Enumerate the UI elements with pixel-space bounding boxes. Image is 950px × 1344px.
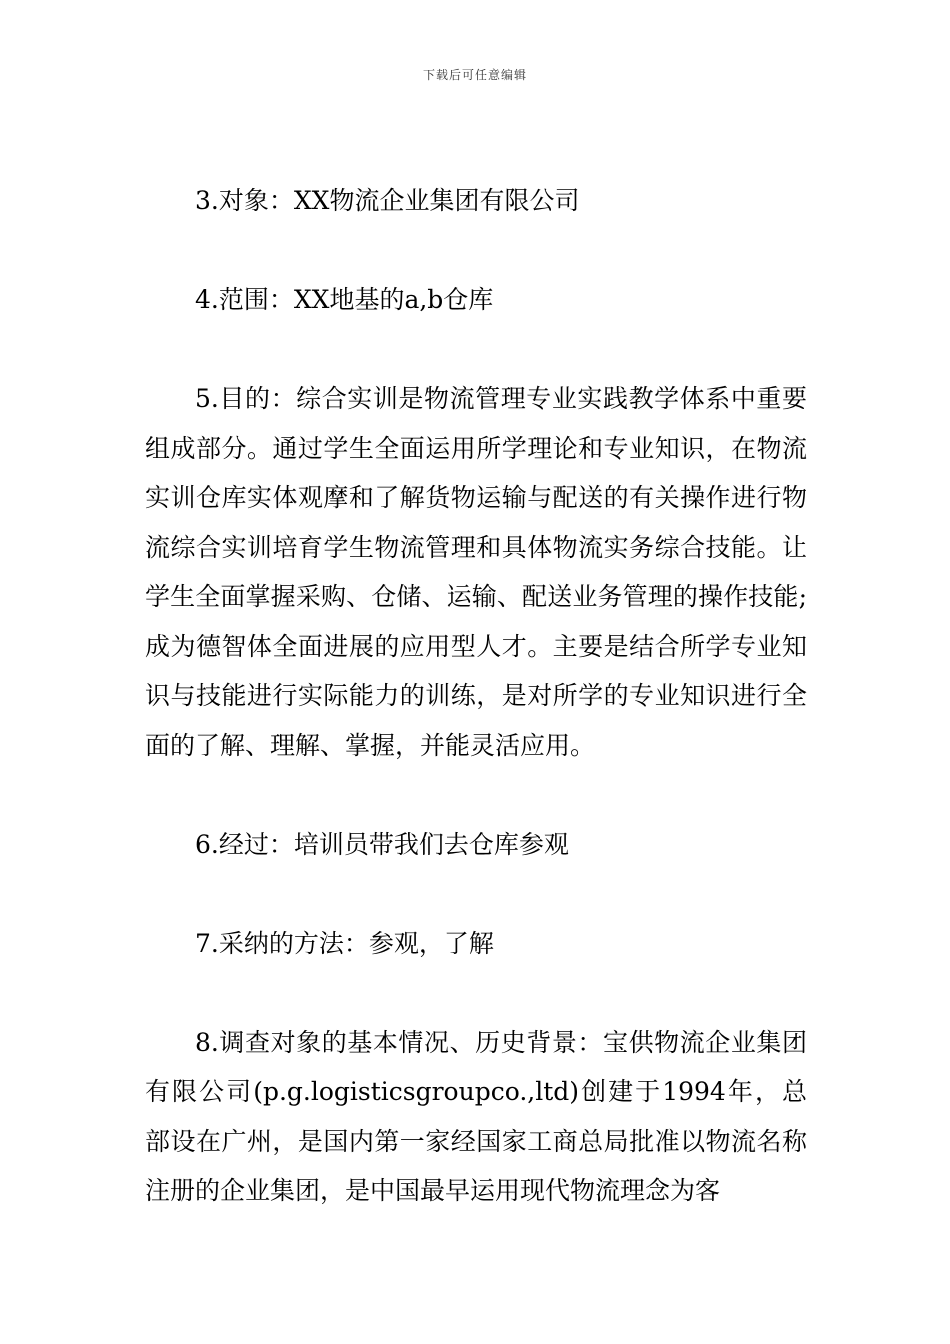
paragraph-scope: 4.范围：XX地基的a,b仓库 (195, 285, 494, 314)
paragraph-purpose: 5.目的：综合实训是物流管理专业实践教学体系中重要组成部分。通过学生全面运用所学理论和专业知识，在物流实训仓库实体观摩和了解货物运输与配送的有关操作进行物流综合实训培育学生物流管理和具体物流实务综合技能。让学生全面掌握采购、仓储、运输、配送业务管理的操作技能;成为德智体全面进展的应用型人才。主要是结合所学专业知识与技能进行实际能力的训练，是对所学的专业知识进行全面的了解、理解、掌握，并能灵活应用。 (145, 384, 807, 760)
paragraph-target: 3.对象：XX物流企业集团有限公司 (195, 186, 580, 215)
paragraph-background: 8.调查对象的基本情况、历史背景：宝供物流企业集团有限公司(p.g.logisticsgroupco.,ltd)创建于1994年，总部设在广州，是国内第一家经国家工商总局批准以物流名称注册的企业集团，是中国最早运用现代物流理念为客 (145, 1027, 807, 1205)
document-body (145, 176, 807, 1216)
paragraph-process: 6.经过：培训员带我们去仓库参观 (195, 829, 569, 859)
paragraph-method: 7.采纳的方法：参观，了解 (195, 928, 494, 958)
page-header: 下载后可任意编辑 (422, 68, 527, 82)
